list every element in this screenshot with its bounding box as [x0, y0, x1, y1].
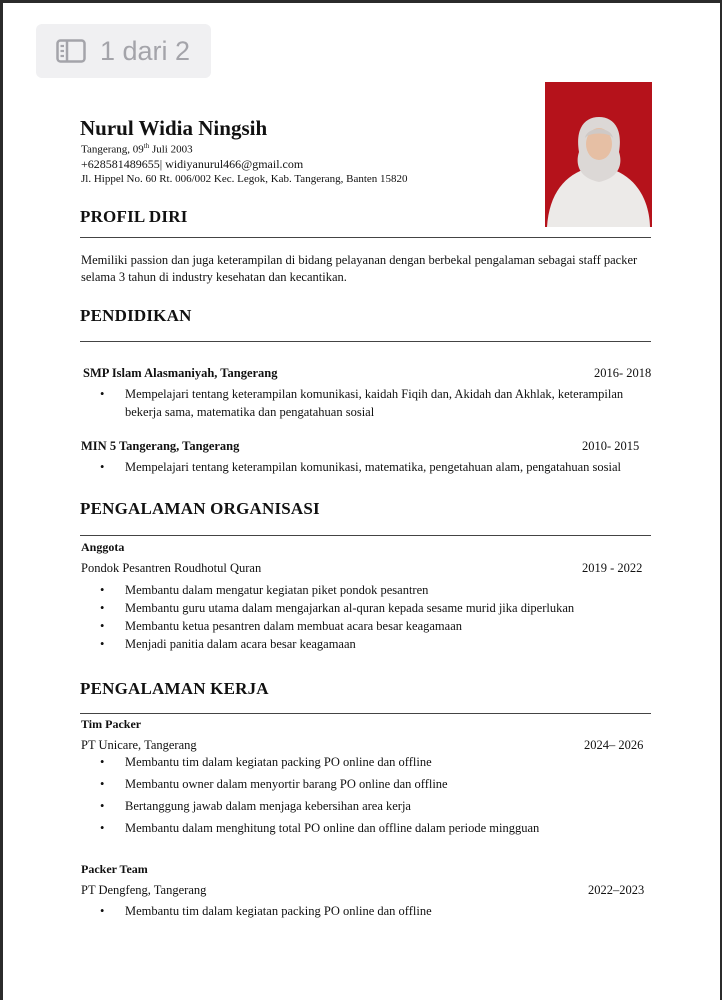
profile-section-title: PROFIL DIRI — [80, 207, 188, 226]
bullet-icon: • — [100, 601, 105, 615]
education-bullets — [100, 458, 660, 476]
job-role: Tim Packer — [81, 717, 142, 731]
section-divider — [80, 341, 651, 342]
list-item: • Mempelajari tentang keterampilan komunikasi, matematika, pengetahuan alam, pengatahuan sosial — [100, 460, 622, 474]
job-bullets — [100, 902, 640, 920]
bullet-icon: • — [100, 387, 105, 401]
section-divider — [80, 237, 651, 238]
list-item: • Membantu tim dalam kegiatan packing PO online dan offline — [100, 904, 432, 918]
job-company: PT Unicare, Tangerang — [81, 738, 197, 752]
birth-info: Tangerang, 09th Juli 2003 — [81, 142, 193, 156]
list-item: • Mempelajari tentang keterampilan komunikasi, kaidah Fiqih dan, Akidah dan Akhlak, keterampilan — [100, 387, 624, 401]
profile-photo — [545, 82, 652, 227]
work-section-title: PENGALAMAN KERJA — [80, 679, 269, 698]
education-years: 2016- 2018 — [594, 366, 652, 380]
page-indicator[interactable] — [36, 24, 211, 78]
list-item: • Membantu tim dalam kegiatan packing PO online dan offline — [100, 755, 432, 769]
job-company: PT Dengfeng, Tangerang — [81, 883, 207, 897]
school-name: MIN 5 Tangerang, Tangerang — [81, 439, 240, 453]
page-edge-left — [0, 0, 3, 1000]
school-name: SMP Islam Alasmaniyah, Tangerang — [83, 366, 278, 380]
section-divider — [80, 535, 651, 536]
bullet-icon: • — [100, 777, 105, 791]
list-item: • Menjadi panitia dalam acara besar keagamaan — [100, 637, 356, 651]
list-item: • Membantu ketua pesantren dalam membuat acara besar keagamaan — [100, 619, 462, 633]
list-item: • Membantu dalam menghitung total PO online dan offline dalam periode mingguan — [100, 821, 540, 835]
education-bullets — [100, 385, 660, 421]
page-edge-top — [0, 0, 722, 3]
bullet-icon: • — [100, 799, 105, 813]
profile-text-line: Memiliki passion dan juga keterampilan di bidang pelayanan dengan berbekal pengalaman sebagai staff packer — [81, 253, 638, 267]
organization-section-title: PENGALAMAN ORGANISASI — [80, 499, 320, 518]
list-item: • Membantu owner dalam menyortir barang PO online dan offline — [100, 777, 448, 791]
organization-name: Pondok Pesantren Roudhotul Quran — [81, 561, 262, 575]
profile-text-line: selama 3 tahun di industry kesehatan dan kecantikan. — [81, 270, 347, 284]
bullet-icon: • — [100, 755, 105, 769]
address: Jl. Hippel No. 60 Rt. 006/002 Kec. Legok, Kab. Tangerang, Banten 15820 — [81, 173, 408, 185]
education-section-title: PENDIDIKAN — [80, 306, 192, 325]
bullet-icon: • — [100, 637, 105, 651]
sidebar-pages-icon[interactable] — [56, 39, 86, 63]
phone-email: +628581489655| widiyanurul466@gmail.com — [81, 157, 304, 171]
bullet-icon: • — [100, 821, 105, 835]
bullet-icon: • — [100, 460, 105, 474]
list-item: • Bertanggung jawab dalam menjaga kebersihan area kerja — [100, 799, 411, 813]
organization-role: Anggota — [81, 540, 125, 554]
section-divider — [80, 713, 651, 714]
list-item: • Membantu dalam mengatur kegiatan piket pondok pesantren — [100, 583, 429, 597]
education-years: 2010- 2015 — [582, 439, 640, 453]
list-item: • Membantu guru utama dalam mengajarkan al-quran kepada sesame murid jika diperlukan — [100, 601, 575, 615]
job-role: Packer Team — [81, 862, 148, 876]
job-bullets — [100, 753, 640, 837]
list-item: bekerja sama, matematika dan pengatahuan sosial — [125, 405, 375, 419]
full-name: Nurul Widia Ningsih — [80, 116, 268, 140]
bullet-icon: • — [100, 904, 105, 918]
job-years: 2022–2023 — [588, 883, 645, 897]
organization-bullets — [100, 581, 640, 653]
organization-years: 2019 - 2022 — [582, 561, 643, 575]
bullet-icon: • — [100, 583, 105, 597]
page-indicator-label: 1 dari 2 — [100, 35, 191, 66]
bullet-icon: • — [100, 619, 105, 633]
job-years: 2024– 2026 — [584, 738, 644, 752]
